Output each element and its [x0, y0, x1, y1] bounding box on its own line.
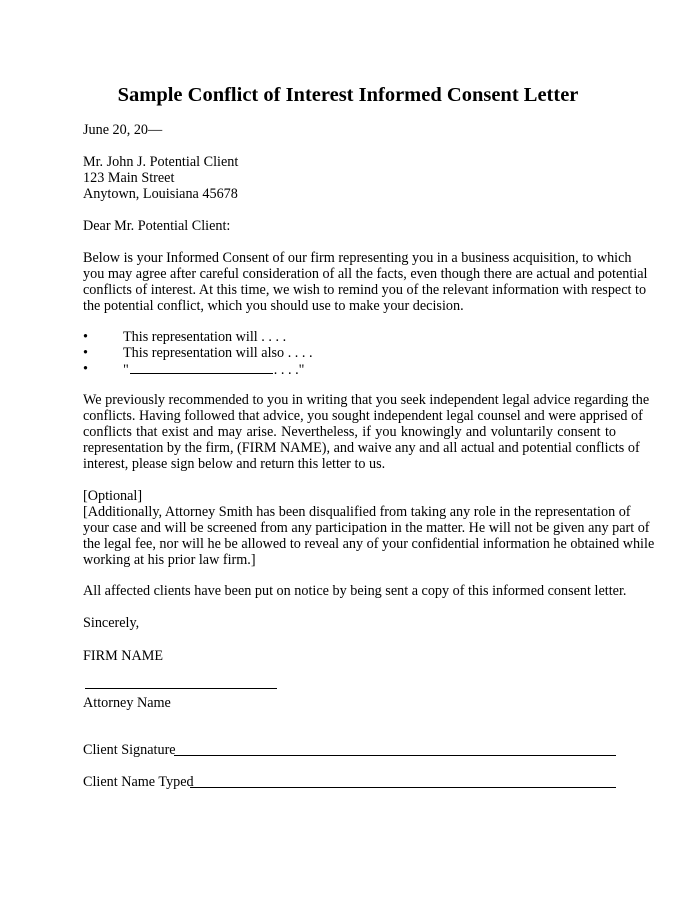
- client-name-typed-label: Client Name Typed: [83, 774, 194, 790]
- blank-fill-line: [130, 361, 273, 374]
- optional-label: [Optional]: [83, 488, 143, 504]
- attorney-signature-line: [85, 688, 277, 689]
- list-item: [83, 361, 616, 377]
- paragraph-line: representation by the firm, (FIRM NAME), and waive any and all actual and potential conflicts of: [83, 440, 640, 456]
- paragraph-line: working at his prior law firm.]: [83, 552, 256, 568]
- client-signature-label: Client Signature: [83, 742, 176, 758]
- recipient-address: [83, 154, 616, 202]
- bullet-icon: •: [83, 345, 88, 361]
- notice-text: All affected clients have been put on notice by being sent a copy of this informed consent letter.: [83, 583, 627, 599]
- paragraph-advice: [83, 392, 650, 472]
- client-name-typed-field: [83, 774, 616, 790]
- recipient-street: 123 Main Street: [83, 170, 175, 186]
- paragraph-line: conflicts. Having followed that advice, you sought independent legal counsel and were apprised of: [83, 408, 643, 424]
- letter-date: [83, 122, 616, 138]
- bullet-text-blank: [123, 361, 304, 378]
- client-signature-line: [174, 755, 616, 756]
- list-item: [83, 329, 616, 345]
- closing: [83, 615, 616, 631]
- salutation-text: Dear Mr. Potential Client:: [83, 218, 231, 234]
- attorney-name-label: Attorney Name: [83, 695, 171, 711]
- client-signature-field: [83, 742, 616, 758]
- paragraph-line: the potential conflict, which you should use to make your decision.: [83, 298, 464, 314]
- list-item: [83, 345, 616, 361]
- paragraph-line: Below is your Informed Consent of our firm representing you in a business acquisition, to which: [83, 250, 632, 266]
- bullet-icon: •: [83, 361, 88, 377]
- paragraph-line: We previously recommended to you in writing that you seek independent legal advice regarding the: [83, 392, 650, 408]
- page-title: Sample Conflict of Interest Informed Consent Letter: [117, 84, 579, 106]
- paragraph-line: interest, please sign below and return this letter to us.: [83, 456, 386, 472]
- quote-close: . . . .": [273, 362, 305, 378]
- notice-paragraph: [83, 583, 627, 599]
- paragraph-line: conflicts that exist and may arise. Nevertheless, if you knowingly and voluntarily consent to: [83, 424, 616, 440]
- bullet-text: This representation will . . . .: [123, 329, 287, 345]
- firm-name-text: FIRM NAME: [83, 648, 164, 664]
- paragraph-line: you may agree after careful consideration of all the facts, even though there are actual and potential: [83, 266, 648, 282]
- paragraph-line: the legal fee, nor will he be allowed to reveal any of your confidential information he obtained while: [83, 536, 655, 552]
- paragraph-line: [Additionally, Attorney Smith has been disqualified from taking any role in the representation of: [83, 504, 631, 520]
- firm-name: [83, 648, 616, 664]
- bullet-list: [83, 329, 616, 377]
- paragraph-line: your case and will be screened from any participation in the matter. He will not be given any part of: [83, 520, 650, 536]
- quote-open: ": [123, 362, 129, 378]
- client-name-typed-line: [190, 787, 616, 788]
- bullet-icon: •: [83, 329, 88, 345]
- attorney-name: [83, 695, 616, 711]
- paragraph-optional: [83, 488, 655, 568]
- closing-text: Sincerely,: [83, 615, 140, 631]
- paragraph-line: conflicts of interest. At this time, we wish to remind you of the relevant information with respect to: [83, 282, 647, 298]
- bullet-text: This representation will also . . . .: [123, 345, 313, 361]
- paragraph-intro: [83, 250, 648, 314]
- recipient-name: Mr. John J. Potential Client: [83, 154, 239, 170]
- date-text: June 20, 20—: [83, 122, 163, 138]
- recipient-city: Anytown, Louisiana 45678: [83, 186, 238, 202]
- salutation: [83, 218, 616, 234]
